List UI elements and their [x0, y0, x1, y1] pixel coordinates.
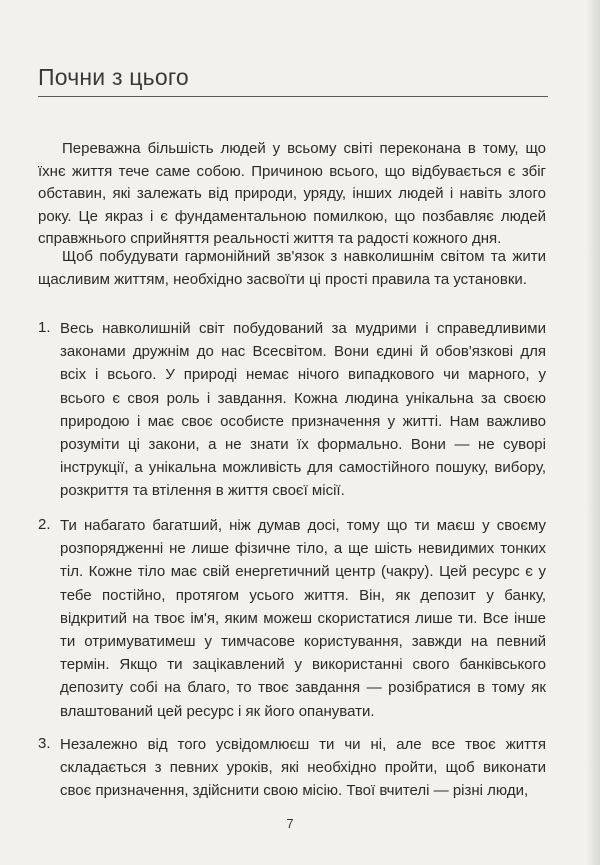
- intro-paragraph-1: Переважна більшість людей у всьому світі переконана в тому, що їхнє життя тече саме собою. Причиною всього, що відбувається є збіг обставин, які залежать від природи, уряду, інших людей і навіть злого року. Це якраз і є фундаментальною помилкою, що позбавляє людей справжнього сприйняття реальності життя та радості кожного дня.: [38, 140, 546, 248]
- list-item-number: 2.: [38, 516, 51, 533]
- list-item-text: Незалежно від того усвідомлюєш ти чи ні, але все твоє життя складається з певних уроків, які необхідно пройти, щоб виконати своє призначення, здійснити свою місію. Твої вчителі — різні люди,: [60, 736, 546, 800]
- list-item-text: Весь навколишній світ побудований за мудрими і справедливими законами дружнім до нас Всесвітом. Вони єдині й обов'язкові для всіх і всього. У природі немає нічого випадкового чи марного, у всього є своя роль і завдання. Кожна людина унікальна за своєю природою і має своє особисте призначення у житті. Нам важливо розуміти ці закони, а не знати їх формально. Вони — не суворі інструкції, а унікальна можливість для самостійного пошуку, вибору, розкриття та втілення в життя своєї місії.: [60, 320, 546, 500]
- list-item-number: 3.: [38, 735, 51, 752]
- page-heading: Почни з цього: [38, 64, 189, 90]
- intro-paragraph-2: Щоб побудувати гармонійний зв'язок з навколишнім світом та жити щасливим життям, необхідно засвоїти ці прості правила та установки.: [38, 248, 546, 288]
- list-item-number: 1.: [38, 319, 51, 336]
- heading-divider: [38, 96, 548, 97]
- page-number: 7: [286, 816, 294, 831]
- list-item-text: Ти набагато багатший, ніж думав досі, тому що ти маєш у своєму розпорядженні не лише фізичне тіло, а ще шість невидимих тонких тіл. Кожне тіло має свій енергетичний центр (чакру). Цей ресурс є у тебе постійно, протягом усього життя. Він, як депозит у банку, відкритий на твоє ім'я, яким можеш скористатися лише ти. Все інше ти отримуватимеш у тимчасове користування, завжди на певний термін. Якщо ти зацікавлений у використанні свого банківського депозиту собі на благо, то твоє завдання — розібратися в тому як влаштований цей ресурс і як його опанувати.: [60, 517, 546, 720]
